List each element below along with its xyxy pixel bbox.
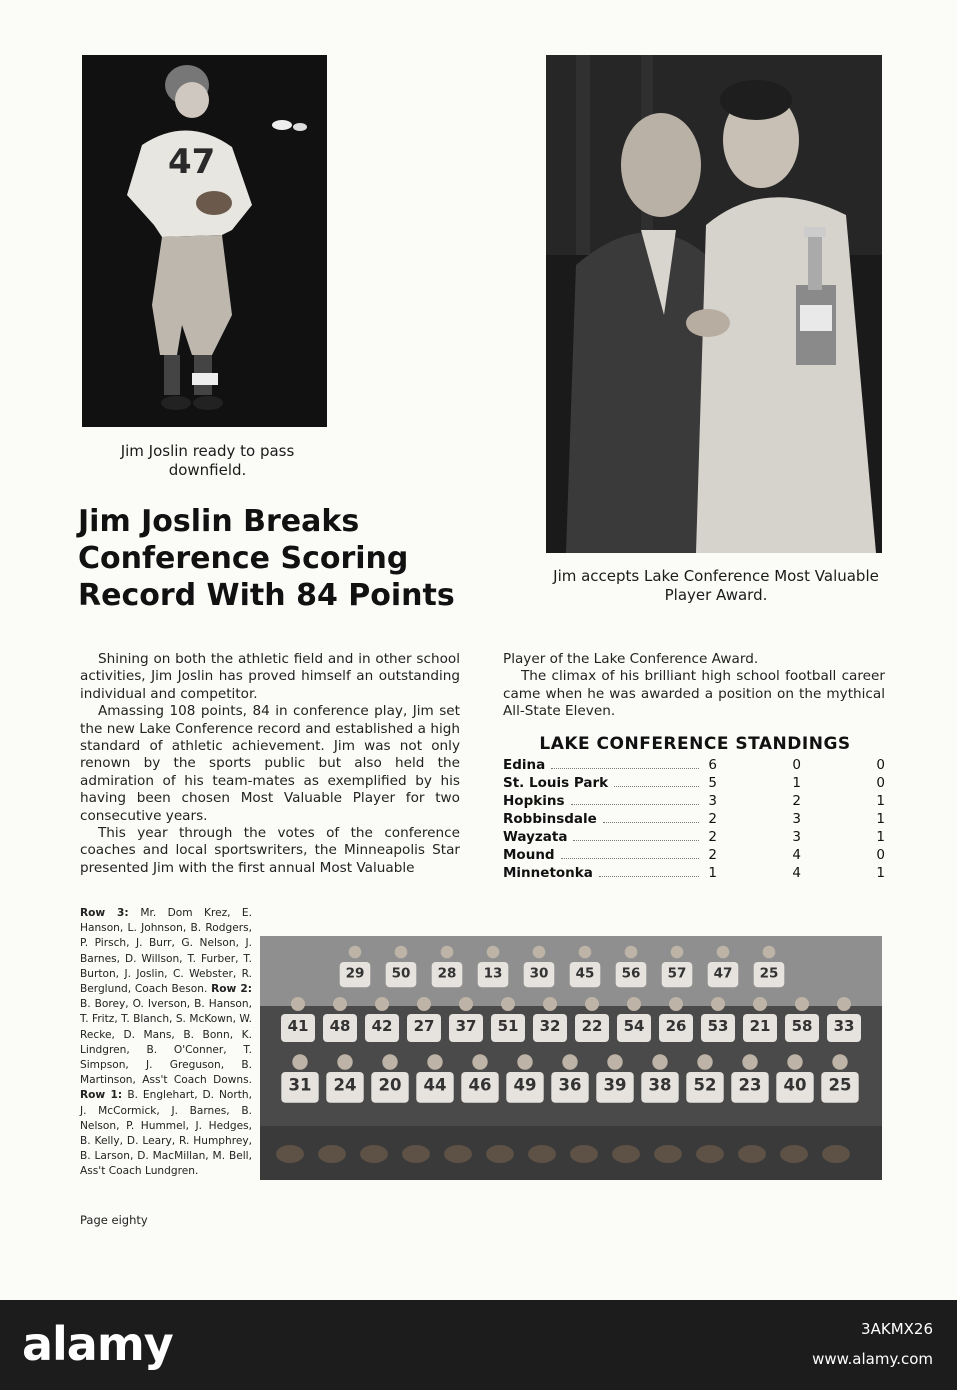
player-head (627, 997, 641, 1011)
wins: 2 (708, 847, 717, 863)
leader-dots (561, 857, 699, 859)
award-caption: Jim accepts Lake Conference Most Valuable Player Award. (553, 567, 879, 604)
team-name: Minnetonka (503, 865, 593, 881)
team-name: Robbinsdale (503, 811, 597, 827)
article-paragraph-1: Shining on both the athletic field and in other school activities, Jim Joslin has proved himself an outstanding individual and competitor. (80, 651, 460, 702)
roster-row2: B. Borey, O. Iverson, B. Hanson, T. Fritz, T. Blanch, S. McKown, W. Recke, D. Mans, B. Bonn, K. Lindgren, B. O'Conner, T. Simpson, J. Greguson, B. Martinson, Ass't Coach Downs. (80, 998, 252, 1087)
leader-dots (573, 839, 699, 841)
player-head (753, 997, 767, 1011)
wins: 6 (708, 757, 717, 773)
player-head (711, 997, 725, 1011)
jersey-number-label: 38 (648, 1075, 672, 1095)
player-head (382, 1054, 397, 1069)
team-name: Edina (503, 757, 546, 773)
player-head (652, 1054, 667, 1069)
ties: 1 (876, 829, 885, 845)
jersey-number-label: 31 (288, 1075, 312, 1095)
losses: 3 (792, 829, 801, 845)
losses: 0 (792, 757, 801, 773)
jersey-number-label: 41 (287, 1017, 309, 1035)
jersey-number-label: 30 (529, 965, 549, 982)
jersey-number-label: 24 (333, 1075, 357, 1095)
ties: 1 (876, 793, 885, 809)
player-head (579, 946, 592, 959)
player-head (669, 997, 683, 1011)
jersey-number-label: 37 (455, 1017, 477, 1035)
jersey-number-label: 22 (581, 1017, 603, 1035)
standings-table (503, 756, 885, 882)
losses: 3 (792, 811, 801, 827)
jersey-number-label: 51 (497, 1017, 519, 1035)
football (612, 1145, 640, 1163)
player-head (472, 1054, 487, 1069)
joslin-caption: Jim Joslin ready to pass downfield. (120, 442, 295, 479)
player-head (441, 946, 454, 959)
jersey-number-label: 50 (391, 965, 411, 982)
standings-row (503, 864, 885, 882)
jersey-number-label: 44 (423, 1075, 447, 1095)
player-head (533, 946, 546, 959)
ties: 1 (876, 865, 885, 881)
player-head (562, 1054, 577, 1069)
watermark-footer (0, 1300, 957, 1390)
standings-row (503, 774, 885, 792)
player-head (837, 997, 851, 1011)
jersey-number-label: 54 (623, 1017, 645, 1035)
roster-row3-label: Row 3: (80, 907, 141, 919)
football (528, 1145, 556, 1163)
wins: 5 (708, 775, 717, 791)
player-head (337, 1054, 352, 1069)
jersey-number-label: 33 (833, 1017, 855, 1035)
losses: 2 (792, 793, 801, 809)
ties: 0 (876, 847, 885, 863)
standings-row (503, 756, 885, 774)
team-name: Wayzata (503, 829, 568, 845)
player-head (795, 997, 809, 1011)
jersey-number-label: 29 (345, 965, 365, 982)
player-head (487, 946, 500, 959)
football (780, 1145, 808, 1163)
image-id: 3AKMX26 (861, 1320, 933, 1338)
leader-dots (571, 803, 700, 805)
player-head (697, 1054, 712, 1069)
player-head (417, 997, 431, 1011)
player-head (501, 997, 515, 1011)
team-photo (260, 936, 882, 1180)
player-head (427, 1054, 442, 1069)
footer-url: www.alamy.com (812, 1350, 933, 1368)
jersey-number-label: 42 (371, 1017, 393, 1035)
losses: 1 (792, 775, 801, 791)
leader-dots (603, 821, 699, 823)
standings-row (503, 792, 885, 810)
ties: 0 (876, 757, 885, 773)
page-number: Page eighty (80, 1213, 148, 1227)
headline: Jim Joslin Breaks Conference Scoring Record With 84 Points (78, 504, 455, 613)
jersey-number-label: 32 (539, 1017, 561, 1035)
wins: 3 (708, 793, 717, 809)
jersey-number-label: 39 (603, 1075, 627, 1095)
player-head (543, 997, 557, 1011)
player-head (787, 1054, 802, 1069)
team-name: St. Louis Park (503, 775, 609, 791)
football (654, 1145, 682, 1163)
jersey-number-label: 53 (707, 1017, 729, 1035)
player-head (763, 946, 776, 959)
jersey-number-label: 56 (621, 965, 641, 982)
jersey-number-label: 57 (667, 965, 687, 982)
player-head (671, 946, 684, 959)
jersey-number-label: 46 (468, 1075, 492, 1095)
team-roster (80, 906, 252, 1180)
standings-title: LAKE CONFERENCE STANDINGS (539, 734, 851, 754)
team-name: Hopkins (503, 793, 565, 809)
player-head (717, 946, 730, 959)
article-paragraph-4: The climax of his brilliant high school football career came when he was awarded a position on the mythical All-State Eleven. (503, 668, 885, 720)
football (444, 1145, 472, 1163)
player-head (625, 946, 638, 959)
jersey-number-label: 40 (783, 1075, 807, 1095)
jersey-number-label: 27 (413, 1017, 435, 1035)
football (276, 1145, 304, 1163)
leader-dots (599, 875, 699, 877)
jersey-number-label: 20 (378, 1075, 402, 1095)
roster-row2-label: Row 2: (211, 983, 252, 996)
roster-row3: Mr. Dom Krez, E. Hanson, L. Johnson, B. Rodgers, P. Pirsch, J. Burr, G. Nelson, J. Barnes, D. Willson, T. Furber, T. Burton, J. Joslin, C. Webster, R. Berglund, Coach Beson. (80, 907, 252, 996)
ties: 0 (876, 775, 885, 791)
alamy-logo: alamy (22, 1317, 173, 1371)
ties: 1 (876, 811, 885, 827)
football (360, 1145, 388, 1163)
article-right-column (503, 651, 885, 721)
wins: 1 (708, 865, 717, 881)
losses: 4 (792, 865, 801, 881)
football (696, 1145, 724, 1163)
player-head (375, 997, 389, 1011)
jersey-number-label: 52 (693, 1075, 717, 1095)
player-head (291, 997, 305, 1011)
jersey-number: 47 (168, 142, 216, 182)
joslin-photo (82, 55, 327, 427)
football (318, 1145, 346, 1163)
losses: 4 (792, 847, 801, 863)
jersey-number-label: 25 (828, 1075, 852, 1095)
jersey-number-label: 58 (791, 1017, 813, 1035)
article-left-column (80, 651, 460, 877)
standings-row (503, 828, 885, 846)
player-head (459, 997, 473, 1011)
player-head (742, 1054, 757, 1069)
wins: 2 (708, 829, 717, 845)
football (738, 1145, 766, 1163)
player-head (832, 1054, 847, 1069)
jersey-number-label: 26 (665, 1017, 687, 1035)
jersey-number-label: 47 (713, 965, 733, 982)
jersey-number-label: 49 (513, 1075, 537, 1095)
roster-row1: B. Englehart, D. North, J. McCormick, J. Barnes, B. Nelson, P. Hummel, J. Hedges, B. Kelly, D. Leary, R. Humphrey, B. Larson, D. MacMillan, M. Bell, Ass't Coach Lundgren. (80, 1089, 252, 1178)
player-head (292, 1054, 307, 1069)
player-head (607, 1054, 622, 1069)
jersey-number-label: 45 (575, 965, 595, 982)
football (402, 1145, 430, 1163)
player-head (333, 997, 347, 1011)
jersey-number-label: 23 (738, 1075, 762, 1095)
leader-dots (614, 785, 699, 787)
player-head (349, 946, 362, 959)
football (822, 1145, 850, 1163)
jersey-number-label: 36 (558, 1075, 582, 1095)
player-head (395, 946, 408, 959)
article-paragraph-2: Amassing 108 points, 84 in conference play, Jim set the new Lake Conference record and established a high standard of athletic achievement. Jim was not only renown by the sports public but also held the admiration of his team-mates as exemplified by his having been chosen Most Valuable Player for two consecutive years. (80, 703, 460, 824)
player-head (517, 1054, 532, 1069)
standings-row (503, 810, 885, 828)
football (570, 1145, 598, 1163)
football (486, 1145, 514, 1163)
leader-dots (551, 767, 699, 769)
jersey-number-label: 13 (483, 965, 503, 982)
standings-row (503, 846, 885, 864)
wins: 2 (708, 811, 717, 827)
article-paragraph-3-continued: Player of the Lake Conference Award. (503, 651, 759, 667)
jersey-number-label: 28 (437, 965, 457, 982)
award-photo (546, 55, 882, 553)
jersey-number-label: 25 (759, 965, 779, 982)
roster-row1-label: Row 1: (80, 1089, 128, 1102)
team-name: Mound (503, 847, 555, 863)
jersey-number-label: 48 (329, 1017, 351, 1035)
player-head (585, 997, 599, 1011)
article-paragraph-3: This year through the votes of the conference coaches and local sportswriters, the Minneapolis Star presented Jim with the first annual Most Valuable (80, 825, 460, 876)
jersey-number-label: 21 (749, 1017, 771, 1035)
